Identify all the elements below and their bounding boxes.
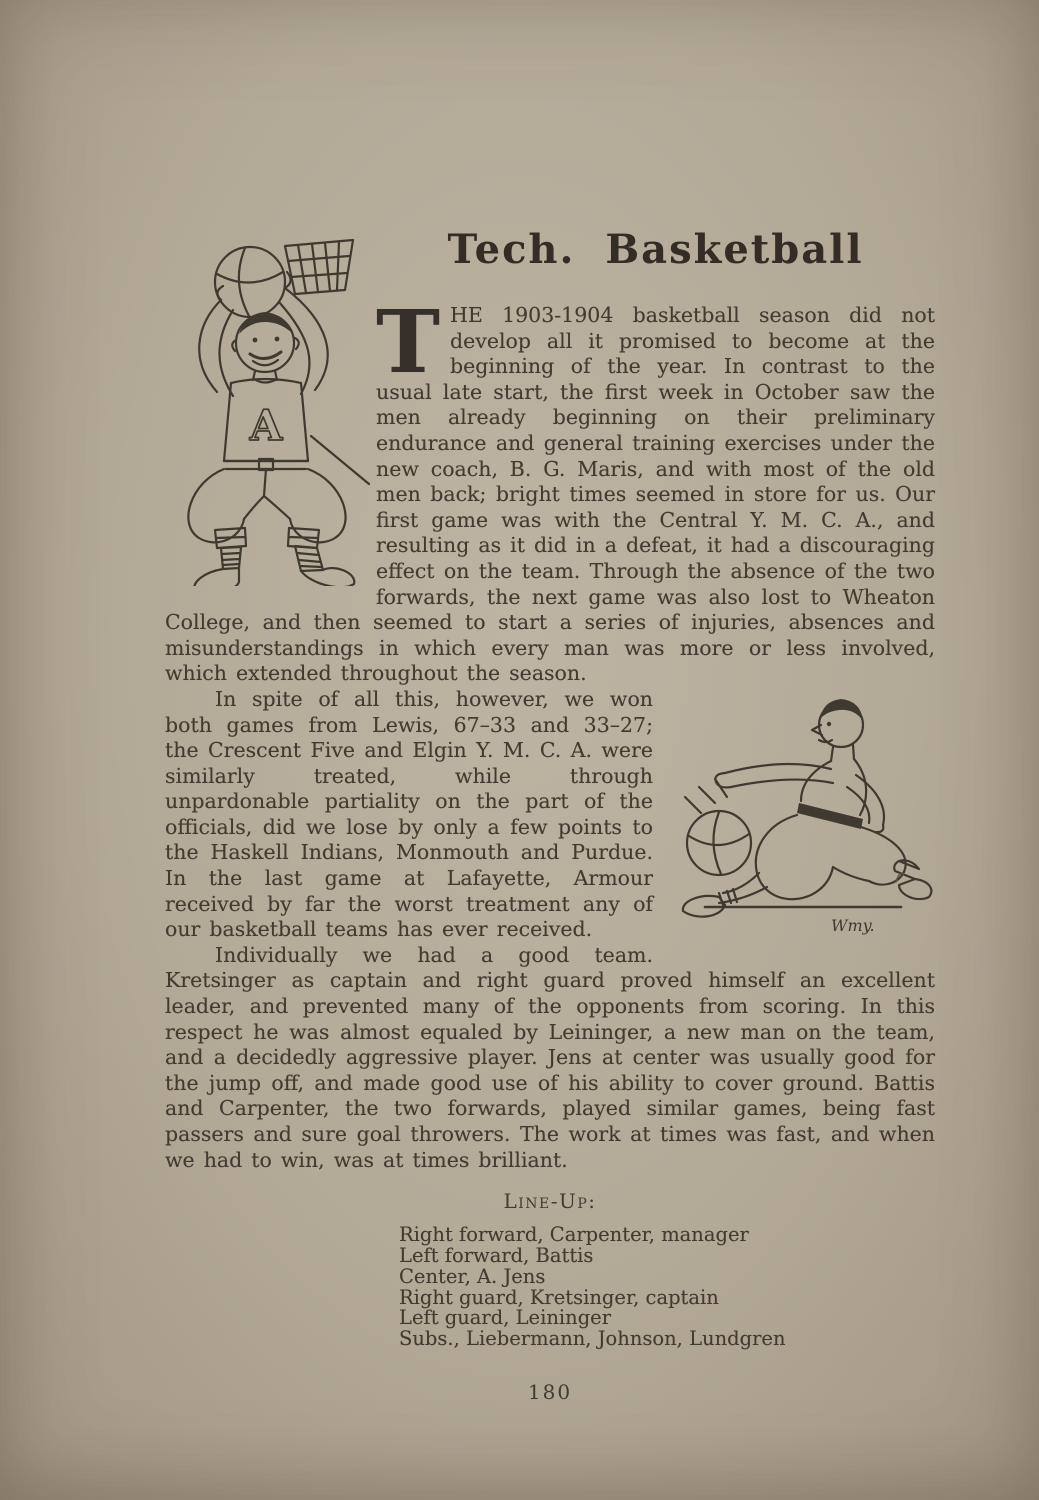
lineup-list xyxy=(165,1225,935,1350)
lineup-entry: Left guard, Leininger xyxy=(399,1306,612,1330)
page-title: Tech. Basketball xyxy=(447,226,864,273)
basketball-icon xyxy=(687,811,751,875)
page-number: 180 xyxy=(527,1379,573,1404)
lineup-entry: Right guard, Kretsinger, captain xyxy=(399,1285,719,1309)
page-content xyxy=(165,226,935,1404)
lineup-entry: Right forward, Carpenter, manager xyxy=(399,1223,749,1247)
player-running-drawing xyxy=(663,691,935,943)
player-running-illustration xyxy=(663,691,935,943)
lineup-entry: Left forward, Battis xyxy=(399,1243,594,1267)
jersey-letter: A xyxy=(249,401,283,450)
motion-lines xyxy=(685,779,727,813)
paragraph-1-text: HE 1903-1904 basketball season did not develop all it promised to become at the beginning of the year. In contrast to the usual late start, the first week in October saw the men already beginning on their preliminary endurance and general training exercises under the new coach, B. G. Maris, and with most of the old men back; bright times seemed in store for us. Our first game was with the Central Y. M. C. A., and resulting as it did in a defeat, it had a discouraging effect on the team. Through the absence of the two forwards, the next game was also lost to Wheaton College, and then seemed to start a series of injuries, absences and misunderstandings in which every man was more or less involved, which extended throughout the season. xyxy=(165,303,935,686)
lineup-entry: Center, A. Jens xyxy=(399,1264,546,1288)
paragraph-3: Individually we had a good team. Kretsinger as captain and right guard proved himself an excellent leader, and prevented many of the opponents from scoring. In this respect he was almost equaled by Leininger, a new man on the team, and a decidedly aggressive player. Jens at center was usually good for the jump off, and made good use of his ability to cover ground. Battis and Carpenter, the two forwards, played similar games, being fast passers and sure goal throwers. The work at times was fast, and when we had to win, was at times brilliant. xyxy=(165,942,935,1172)
lineup-heading: Line-Up: xyxy=(503,1189,597,1214)
player-shooting-drawing xyxy=(165,230,370,586)
basketball-icon xyxy=(215,247,285,317)
basket-net-icon xyxy=(285,240,353,294)
paragraph-2: In spite of all this, however, we won both games from Lewis, 67–33 and 33–27; the Crescent Five and Elgin Y. M. C. A. were similarly treated, while through unpardonable partiality on the part of the officials, did we lose by only a few points to the Haskell Indians, Monmouth and Purdue. In the last game at Lafayette, Armour received by far the worst treatment any of our basketball teams has ever received. xyxy=(165,686,653,942)
stray-pen-mark xyxy=(893,868,907,886)
artist-signature: Wmy. xyxy=(831,915,875,935)
drop-cap: T xyxy=(376,292,440,393)
player-shooting-illustration xyxy=(165,230,370,586)
pointer-line xyxy=(311,436,369,484)
lineup-entry: Subs., Liebermann, Johnson, Lundgren xyxy=(399,1327,786,1351)
